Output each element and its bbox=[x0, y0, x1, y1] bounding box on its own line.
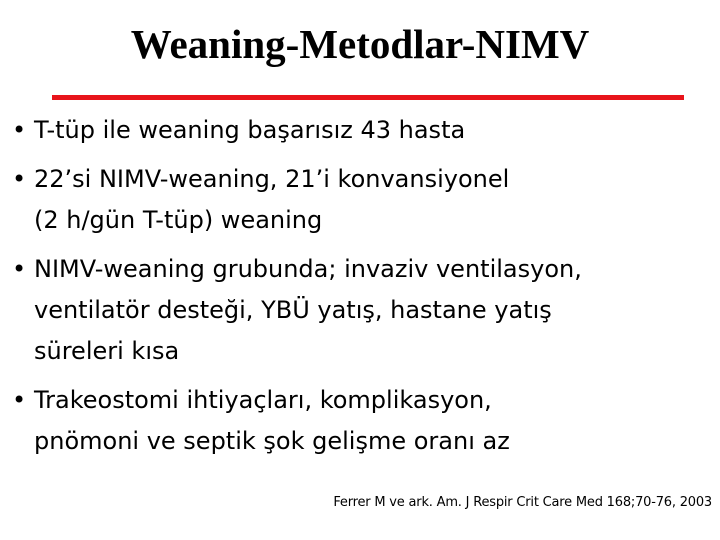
bullet-marker: • bbox=[12, 255, 27, 283]
bullet-text: 22’si NIMV-weaning, 21’i konvansiyonel (2 h/gün T-tüp) weaning bbox=[34, 165, 510, 234]
title-underline bbox=[52, 95, 684, 100]
bullet-text: Trakeostomi ihtiyaçları, komplikasyon, pnömoni ve septik şok gelişme oranı az bbox=[34, 386, 510, 455]
bullet-item-2 bbox=[12, 159, 712, 241]
bullet-marker: • bbox=[12, 165, 27, 193]
bullet-text: T-tüp ile weaning başarısız 43 hasta bbox=[34, 116, 466, 144]
bullet-marker: • bbox=[12, 116, 27, 144]
citation-reference: Ferrer M ve ark. Am. J Respir Crit Care Med 168;70-76, 2003 bbox=[333, 495, 712, 510]
bullet-item-4 bbox=[12, 380, 712, 462]
bullet-list bbox=[12, 110, 712, 462]
bullet-text: NIMV-weaning grubunda; invaziv ventilasyon, ventilatör desteği, YBÜ yatış, hastane yatış süreleri kısa bbox=[34, 255, 582, 365]
bullet-item-1 bbox=[12, 110, 712, 151]
bullet-marker: • bbox=[12, 386, 27, 414]
bullet-item-3 bbox=[12, 249, 712, 372]
slide-title: Weaning-Metodlar-NIMV bbox=[130, 21, 590, 67]
